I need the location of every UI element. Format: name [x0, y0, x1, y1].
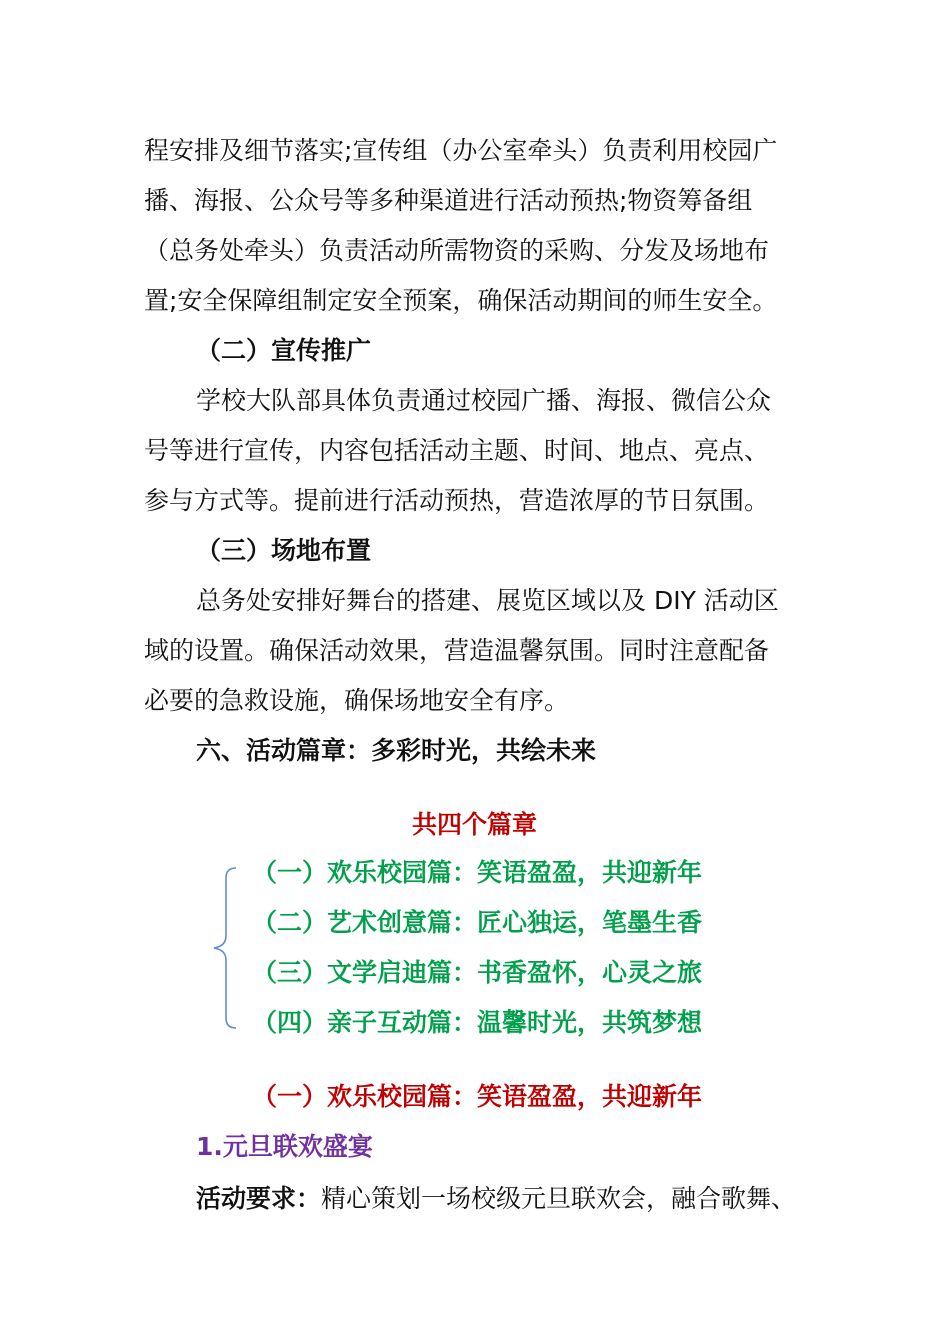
paragraph-line: 程安排及细节落实;宣传组（办公室牵头）负责利用校园广 [144, 136, 778, 165]
sub-heading: 1.元旦联欢盛宴 [196, 1132, 373, 1161]
paragraph-line: 置;安全保障组制定安全预案，确保活动期间的师生安全。 [144, 286, 778, 315]
chapter-list-item: （一）欢乐校园篇：笑语盈盈，共迎新年 [252, 858, 703, 887]
paragraph-line: 必要的急救设施，确保场地安全有序。 [144, 686, 570, 715]
chapter-list-item: （二）艺术创意篇：匠心独运，笔墨生香 [252, 908, 703, 937]
requirement-label: 活动要求： [196, 1184, 322, 1213]
paragraph-line: 域的设置。确保活动效果，营造温馨氛围。同时注意配备 [144, 636, 770, 665]
paragraph-line: 总务处安排好舞台的搭建、展览区域以及 DIY 活动区 [196, 586, 779, 615]
chapter-list-item: （四）亲子互动篇：温馨时光，共筑梦想 [252, 1008, 703, 1037]
paragraph-line: 学校大队部具体负责通过校园广播、海报、微信公众 [196, 386, 772, 415]
curly-brace [212, 866, 242, 1030]
chapter-list-item: （三）文学启迪篇：书香盈怀，心灵之旅 [252, 958, 703, 987]
paragraph-line: （总务处牵头）负责活动所需物资的采购、分发及场地布 [144, 236, 770, 265]
requirement-line [196, 1182, 796, 1216]
section-heading: （二）宣传推广 [196, 336, 372, 365]
section-heading: 六、活动篇章：多彩时光，共绘未来 [196, 736, 597, 765]
paragraph-line: 参与方式等。提前进行活动预热，营造浓厚的节日氛围。 [144, 486, 770, 515]
paragraph-line: 号等进行宣传，内容包括活动主题、时间、地点、亮点、 [144, 436, 770, 465]
requirement-text: 精心策划一场校级元旦联欢会，融合歌舞、 [321, 1184, 797, 1213]
chapters-title: 共四个篇章 [412, 810, 538, 839]
chapter-heading: （一）欢乐校园篇：笑语盈盈，共迎新年 [252, 1082, 703, 1111]
section-heading: （三）场地布置 [196, 536, 372, 565]
paragraph-line: 播、海报、公众号等多种渠道进行活动预热;物资筹备组 [144, 186, 753, 215]
